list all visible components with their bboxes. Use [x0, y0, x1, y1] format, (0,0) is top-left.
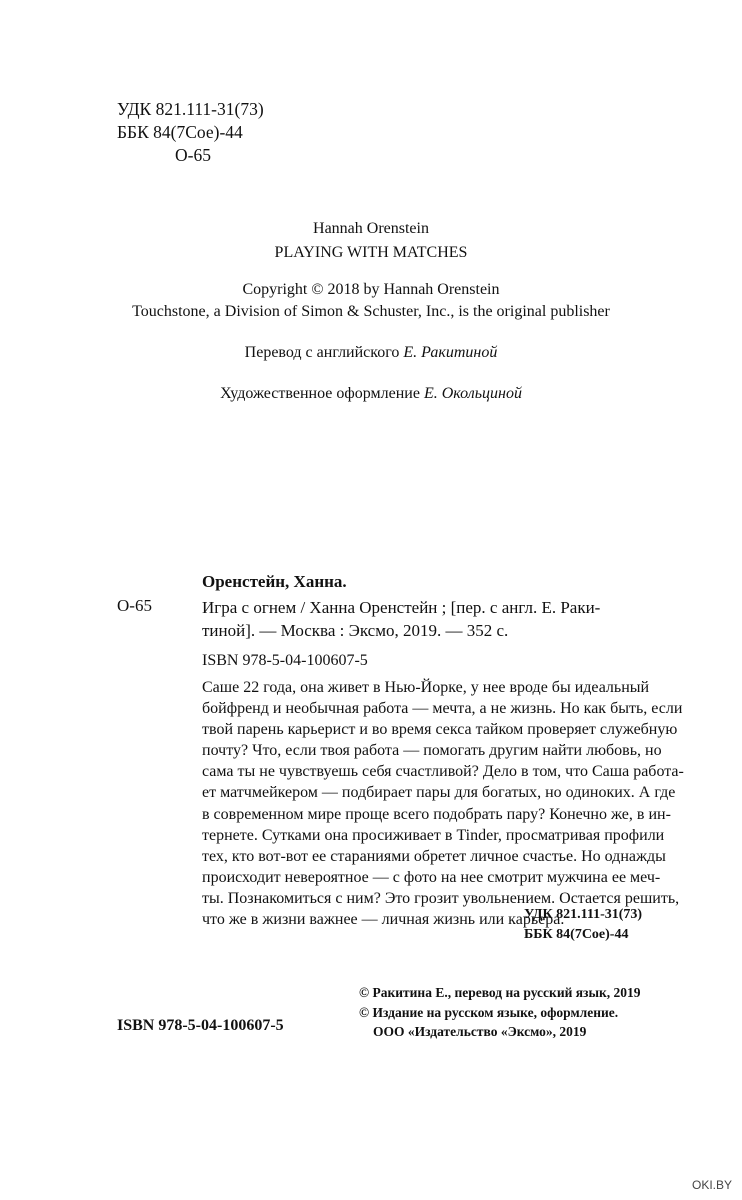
translator-name: Е. Ракитиной — [403, 344, 498, 361]
translation-label: Перевод с английского — [244, 344, 404, 361]
classification-block — [117, 98, 264, 167]
annotation-line-split: сама ты не чувствуешь себя счастливой? Дело в том, что Саша работа- — [202, 763, 684, 781]
udk-code-repeat: УДК 821.111-31(73) — [524, 907, 643, 922]
copyright-translation: © Ракитина Е., перевод на русский язык, 2019 — [359, 985, 641, 1000]
design-label: Художественное оформление — [220, 385, 424, 402]
isbn-bottom: ISBN 978-5-04-100607-5 — [117, 1017, 284, 1034]
annotation-line: Саше 22 года, она живет в Нью-Йорке, у нее вроде бы идеальный — [202, 679, 650, 696]
copyright-edition: © Издание на русском языке, оформление. — [359, 1004, 619, 1020]
annotation-line-split: ет матчмейкером — подбирает пары для богатых, но одиноких. А где — [202, 784, 676, 802]
catalog-description-line-1: Игра с огнем / Ханна Оренстейн ; [пер. с англ. Е. Раки- — [202, 598, 601, 617]
annotation-line-split: тернете. Сутками она просиживает в Tinder, просматривая профили — [202, 826, 665, 844]
annotation-line-split: ты. Познакомиться с ним? Это грозит увольнением. Остается решить, — [202, 889, 680, 907]
design-credit — [0, 385, 742, 403]
copyright-publisher: ООО «Издательство «Эксмо», 2019 — [373, 1024, 587, 1039]
udk-code: УДК 821.111-31(73) — [117, 99, 264, 119]
annotation-line-split: происходит невероятное — с фото на нее смотрит мужчина ее меч- — [202, 868, 661, 886]
designer-name: Е. Окольциной — [423, 385, 522, 402]
catalog-code: О-65 — [117, 596, 152, 615]
original-author: Hannah Orenstein — [313, 220, 429, 237]
catalog-description — [202, 596, 652, 642]
catalog-description-line-2: тиной]. — Москва : Эксмо, 2019. — 352 с. — [202, 621, 509, 640]
watermark: OKI.BY — [691, 1178, 732, 1192]
original-copyright: Copyright © 2018 by Hannah Orenstein — [242, 281, 500, 298]
bbk-code: ББК 84(7Сое)-44 — [117, 122, 243, 142]
bbk-code-repeat: ББК 84(7Сое)-44 — [524, 927, 629, 942]
classification-repeat — [524, 905, 642, 945]
translation-credit — [0, 344, 742, 362]
copyright-block — [359, 983, 641, 1042]
original-title: PLAYING WITH MATCHES — [274, 244, 468, 261]
annotation-line: почту? Что, если твоя работа — помогать другим найти любовь, но — [202, 742, 662, 760]
annotation-line: тех, кто вот-вот ее стараниями обретет личное счастье. Но однажды — [202, 847, 666, 865]
catalog-author-heading: Оренстейн, Ханна. — [202, 572, 347, 591]
original-publisher: Touchstone, a Division of Simon & Schuster, Inc., is the original publisher — [132, 303, 610, 320]
annotation-line: твой парень карьерист и во время секса тайком проверяет служебную — [202, 721, 678, 739]
catalog-isbn: ISBN 978-5-04-100607-5 — [202, 652, 368, 669]
annotation — [202, 677, 684, 930]
author-mark: О-65 — [175, 145, 211, 165]
annotation-line-split: в современном мире проще всего подобрать пару? Конечно же, в ин- — [202, 805, 671, 823]
annotation-line: бойфренд и необычная работа — мечта, а не жизнь. Но как быть, если — [202, 700, 683, 718]
annotation-line: что же в жизни важнее — личная жизнь или карьера. — [202, 911, 565, 929]
